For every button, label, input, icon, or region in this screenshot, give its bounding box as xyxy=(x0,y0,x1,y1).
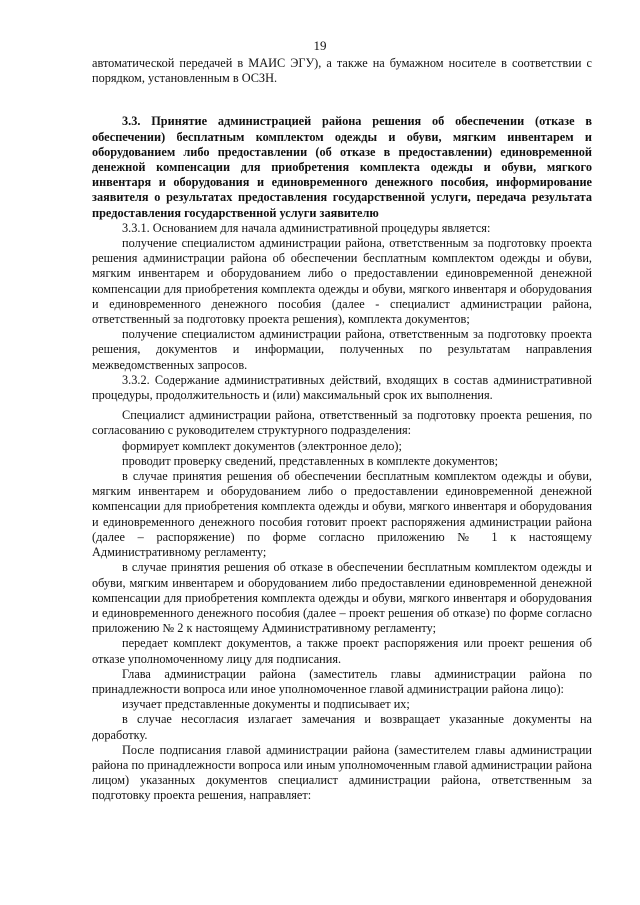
paragraph: После подписания главой администрации района (заместителем главы администрации района по принадлежности вопроса или иным уполномоченным главой администрации района лицом) указанных документов специалист администрации района, ответственным за подготовку проекта решения, направляет: xyxy=(92,742,592,803)
paragraph: в случае принятия решения об обеспечении бесплатным комплектом одежды и обуви, мягким инвентарем и оборудованием либо о предоставлении единовременной денежной компенсации для приобретения комплекта одежды и обуви, мягкого инвентаря и оборудования и единовременного денежного пособия готовит проект распоряжения администрации района (далее – распоряжение) по форме согласно приложению № 1 к настоящему Административному регламенту; xyxy=(92,469,592,560)
section-heading: 3.3. Принятие администрацией района решения об обеспечении (отказе в обеспечении) бесплатным комплектом одежды и обуви, мягким инвентарем и оборудованием либо предоставлении (об отказе в предоставлении) единовременной денежной компенсации для приобретения комплекта одежды и обуви, мягкого инвентаря и оборудования и единовременного денежного пособия, информирование заявителя о результатах предоставления государственной услуги, передача результата предоставления государственной услуги заявителю xyxy=(92,114,592,220)
paragraph: получение специалистом администрации района, ответственным за подготовку проекта решения, документов и информации, полученных по результатам направления межведомственных запросов. xyxy=(92,327,592,372)
paragraph: Глава администрации района (заместитель главы администрации района по принадлежности вопроса или иное уполномоченное главой администрации района лицо): xyxy=(92,666,592,696)
paragraph-continuation: автоматической передачей в МАИС ЭГУ), а также на бумажном носителе в соответствии с порядком, установленным в ОСЗН. xyxy=(92,56,592,86)
paragraph: в случае несогласия излагает замечания и возвращает указанные документы на доработку. xyxy=(92,712,592,742)
document-body xyxy=(92,56,592,804)
paragraph: получение специалистом администрации района, ответственным за подготовку проекта решения администрации района об обеспечении бесплатным комплектом одежды и обуви, мягким инвентарем и оборудованием либо о предоставлении единовременной денежной компенсации для приобретения комплекта одежды и обуви, мягкого инвентаря и оборудования и единовременного денежного пособия (далее - специалист администрации района, ответственный за подготовку проекта решения), комплекта документов; xyxy=(92,236,592,327)
paragraph: изучает представленные документы и подписывает их; xyxy=(122,697,410,712)
page-number: 19 xyxy=(313,38,327,53)
paragraph: формирует комплект документов (электронное дело); xyxy=(122,438,402,453)
paragraph: Специалист администрации района, ответственный за подготовку проекта решения, по согласованию с руководителем структурного подразделения: xyxy=(92,408,592,438)
paragraph: в случае принятия решения об отказе в обеспечении бесплатным комплектом одежды и обуви, мягким инвентарем и оборудованием либо предоставлении единовременной денежной компенсации для приобретения комплекта одежды и обуви, мягкого инвентаря и оборудования и единовременного денежного пособия (далее – проект решения об отказе) по форме согласно приложению № 2 к настоящему Административному регламенту; xyxy=(92,560,592,636)
paragraph: 3.3.1. Основанием для начала административной процедуры является: xyxy=(122,220,491,235)
paragraph: передает комплект документов, а также проект распоряжения или проект решения об отказе уполномоченному лицу для подписания. xyxy=(92,636,592,666)
paragraph: проводит проверку сведений, представленных в комплекте документов; xyxy=(122,453,499,468)
paragraph: 3.3.2. Содержание административных действий, входящих в состав административной процедуры, продолжительность и (или) максимальный срок их выполнения. xyxy=(92,372,592,403)
